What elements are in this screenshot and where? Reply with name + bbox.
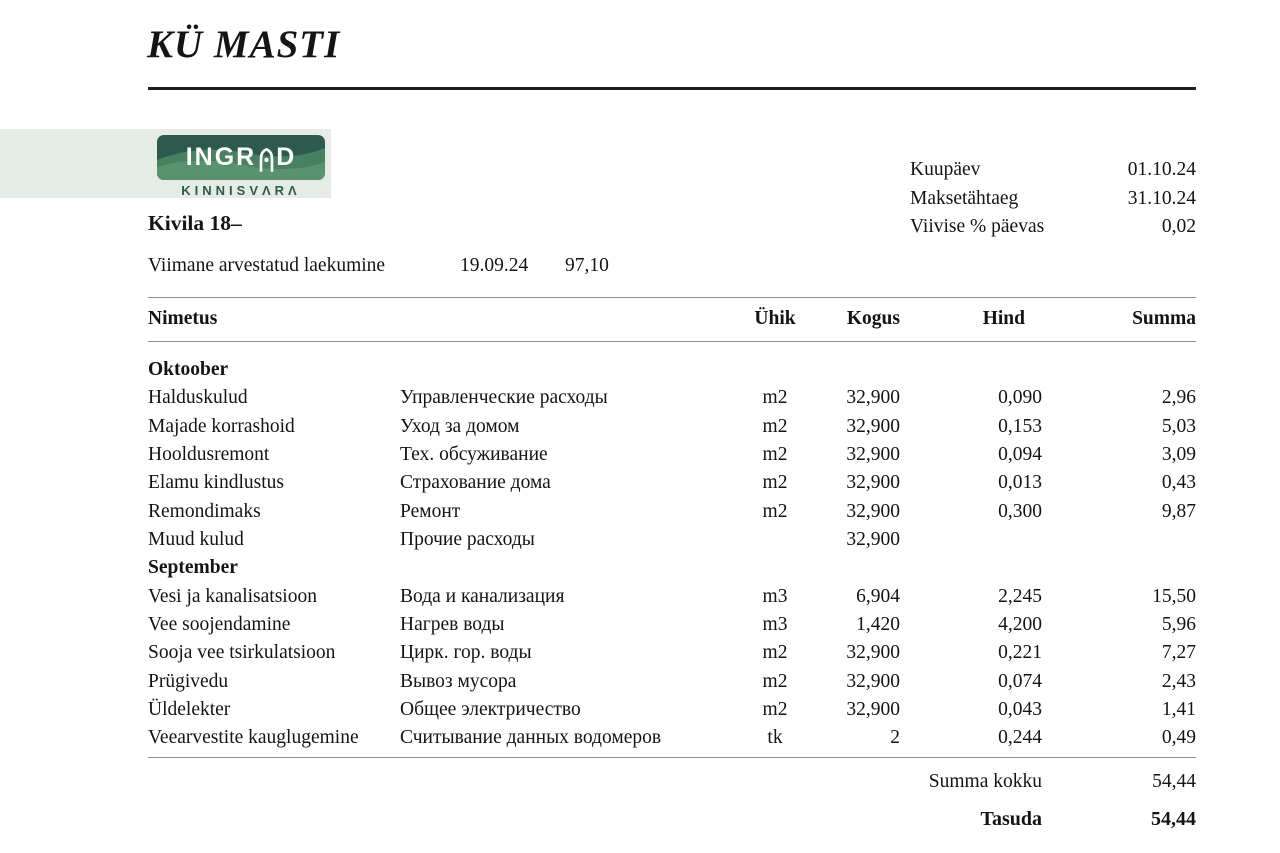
service-name-et: Prügivedu xyxy=(148,670,229,692)
sum-cell: 2,43 xyxy=(1161,670,1196,692)
unit-cell: m2 xyxy=(762,415,788,437)
quantity-cell: 32,900 xyxy=(846,387,900,409)
title-divider xyxy=(148,87,1196,90)
price-cell: 0,221 xyxy=(998,642,1042,664)
quantity-cell: 32,900 xyxy=(846,444,900,466)
logo-subtitle: KINNISVΛRΛ xyxy=(181,183,301,198)
service-name-ru: Тех. обсуживание xyxy=(400,444,548,466)
unit-cell: m3 xyxy=(762,585,788,607)
service-name-et: Halduskulud xyxy=(148,387,248,409)
quantity-cell: 1,420 xyxy=(856,614,900,636)
service-name-et: Majade korrashoid xyxy=(148,415,295,437)
unit-cell: m2 xyxy=(762,472,788,494)
arch-a-icon xyxy=(258,147,275,172)
unit-cell: m2 xyxy=(762,387,788,409)
price-cell xyxy=(900,526,1042,554)
service-name-ru: Нагрев воды xyxy=(400,614,505,636)
service-name-et: Remondimaks xyxy=(148,500,261,522)
charge-row xyxy=(148,724,1196,752)
service-name-ru: Считывание данных водомеров xyxy=(400,727,662,749)
sum-cell: 3,09 xyxy=(1161,444,1196,466)
amount-due-row xyxy=(148,807,1196,832)
unit-cell: m2 xyxy=(762,642,788,664)
quantity-cell: 32,900 xyxy=(846,415,900,437)
unit-cell: m2 xyxy=(762,444,788,466)
service-name-et: Üldelekter xyxy=(148,699,231,721)
price-cell: 0,094 xyxy=(998,444,1042,466)
service-name-et: Veearvestite kauglugemine xyxy=(148,727,359,749)
sum-cell xyxy=(1042,526,1196,554)
price-cell: 0,074 xyxy=(998,670,1042,692)
service-name-et: Vesi ja kanalisatsioon xyxy=(148,585,317,607)
service-name-et: Elamu kindlustus xyxy=(148,472,284,494)
section-title: September xyxy=(148,557,238,579)
subtotal-row xyxy=(148,769,1196,794)
charge-row xyxy=(148,668,1196,696)
quantity-cell: 32,900 xyxy=(846,529,900,551)
service-name-ru: Вода и канализация xyxy=(400,585,565,607)
header-uhik: Ühik xyxy=(754,308,796,329)
service-name-ru: Ремонт xyxy=(400,500,461,522)
section-title: Oktoober xyxy=(148,359,229,380)
logo-word-right: D xyxy=(276,143,297,171)
service-name-ru: Страхование дома xyxy=(400,472,551,494)
price-cell: 0,300 xyxy=(998,500,1042,522)
charge-row xyxy=(148,526,1196,554)
unit-cell: m2 xyxy=(762,670,788,692)
sum-cell: 15,50 xyxy=(1152,585,1196,607)
service-name-ru: Общее электричество xyxy=(400,699,581,721)
property-address: Kivila 18– xyxy=(148,211,242,235)
totals-block xyxy=(148,758,1196,832)
service-name-et: Muud kulud xyxy=(148,529,244,551)
sum-cell: 1,41 xyxy=(1161,699,1196,721)
charge-row xyxy=(148,611,1196,639)
subtotal-label: Summa kokku xyxy=(928,770,1042,792)
quantity-cell: 32,900 xyxy=(846,642,900,664)
charge-row xyxy=(148,639,1196,667)
sum-cell: 2,96 xyxy=(1161,387,1196,409)
sum-cell: 9,87 xyxy=(1161,500,1196,522)
late-fee-label: Viivise % päevas xyxy=(910,216,1045,238)
charge-row xyxy=(148,696,1196,724)
quantity-cell: 32,900 xyxy=(846,500,900,522)
date-value: 01.10.24 xyxy=(1127,159,1196,180)
price-cell: 2,245 xyxy=(998,585,1042,607)
table-header xyxy=(148,298,1196,341)
header-hind: Hind xyxy=(982,308,1025,329)
due-date-label: Maksetähtaeg xyxy=(910,187,1019,209)
table-rows xyxy=(148,342,1196,757)
sum-cell: 0,43 xyxy=(1161,472,1196,494)
price-cell: 0,013 xyxy=(998,472,1042,494)
service-name-ru: Управленческие расходы xyxy=(400,387,608,409)
price-cell: 4,200 xyxy=(998,614,1042,636)
invoice-info xyxy=(910,156,1196,242)
charge-row xyxy=(148,441,1196,469)
service-name-ru: Прочие расходы xyxy=(400,529,535,551)
unit-cell: m2 xyxy=(762,500,788,522)
subtotal-value: 54,44 xyxy=(1152,770,1196,792)
sum-cell: 5,03 xyxy=(1161,415,1196,437)
late-fee-value: 0,02 xyxy=(1161,216,1196,238)
charges-table xyxy=(148,297,1196,832)
header-kogus: Kogus xyxy=(846,308,900,329)
last-payment-amount: 97,10 xyxy=(565,255,609,276)
header-spacer xyxy=(400,308,730,330)
quantity-cell: 32,900 xyxy=(846,699,900,721)
price-cell: 0,244 xyxy=(998,727,1042,749)
header-nimetus: Nimetus xyxy=(148,308,218,329)
header-summa: Summa xyxy=(1132,308,1196,329)
sum-cell: 5,96 xyxy=(1161,614,1196,636)
section-row xyxy=(148,554,1196,582)
unit-cell: tk xyxy=(767,727,783,749)
unit-cell: m2 xyxy=(762,699,788,721)
info-row-date xyxy=(910,156,1196,185)
unit-cell: m3 xyxy=(762,614,788,636)
price-cell: 0,043 xyxy=(998,699,1042,721)
info-row-due-date xyxy=(910,185,1196,214)
service-name-ru: Вывоз мусора xyxy=(400,670,517,692)
charge-row xyxy=(148,583,1196,611)
date-label: Kuupäev xyxy=(910,159,981,180)
service-name-ru: Уход за домом xyxy=(400,415,520,437)
service-name-et: Hooldusremont xyxy=(148,444,270,466)
info-row-late-fee xyxy=(910,213,1196,242)
service-name-et: Sooja vee tsirkulatsioon xyxy=(148,642,336,664)
amount-due-label: Tasuda xyxy=(980,807,1042,830)
last-payment-label: Viimane arvestatud laekumine xyxy=(148,255,386,276)
service-name-ru: Цирк. гор. воды xyxy=(400,642,532,664)
last-payment-line xyxy=(148,255,708,281)
logo-word-left: INGR xyxy=(185,143,257,171)
section-row xyxy=(148,356,1196,384)
page-title: KÜ MASTI xyxy=(147,23,341,66)
sum-cell: 7,27 xyxy=(1161,642,1196,664)
sum-cell: 0,49 xyxy=(1161,727,1196,749)
charge-row xyxy=(148,469,1196,497)
ingrad-logo xyxy=(157,135,325,180)
charge-row xyxy=(148,384,1196,412)
logo-wordmark xyxy=(157,135,325,180)
quantity-cell: 32,900 xyxy=(846,670,900,692)
charge-row xyxy=(148,498,1196,526)
due-date-value: 31.10.24 xyxy=(1127,187,1196,209)
price-cell: 0,153 xyxy=(998,415,1042,437)
amount-due-value: 54,44 xyxy=(1151,807,1196,830)
price-cell: 0,090 xyxy=(998,387,1042,409)
quantity-cell: 32,900 xyxy=(846,472,900,494)
quantity-cell: 2 xyxy=(890,727,900,749)
service-name-et: Vee soojendamine xyxy=(148,614,291,636)
brand-strip xyxy=(0,129,331,198)
quantity-cell: 6,904 xyxy=(856,585,900,607)
unit-cell xyxy=(730,526,820,554)
charge-row xyxy=(148,413,1196,441)
last-payment-date: 19.09.24 xyxy=(460,255,529,276)
